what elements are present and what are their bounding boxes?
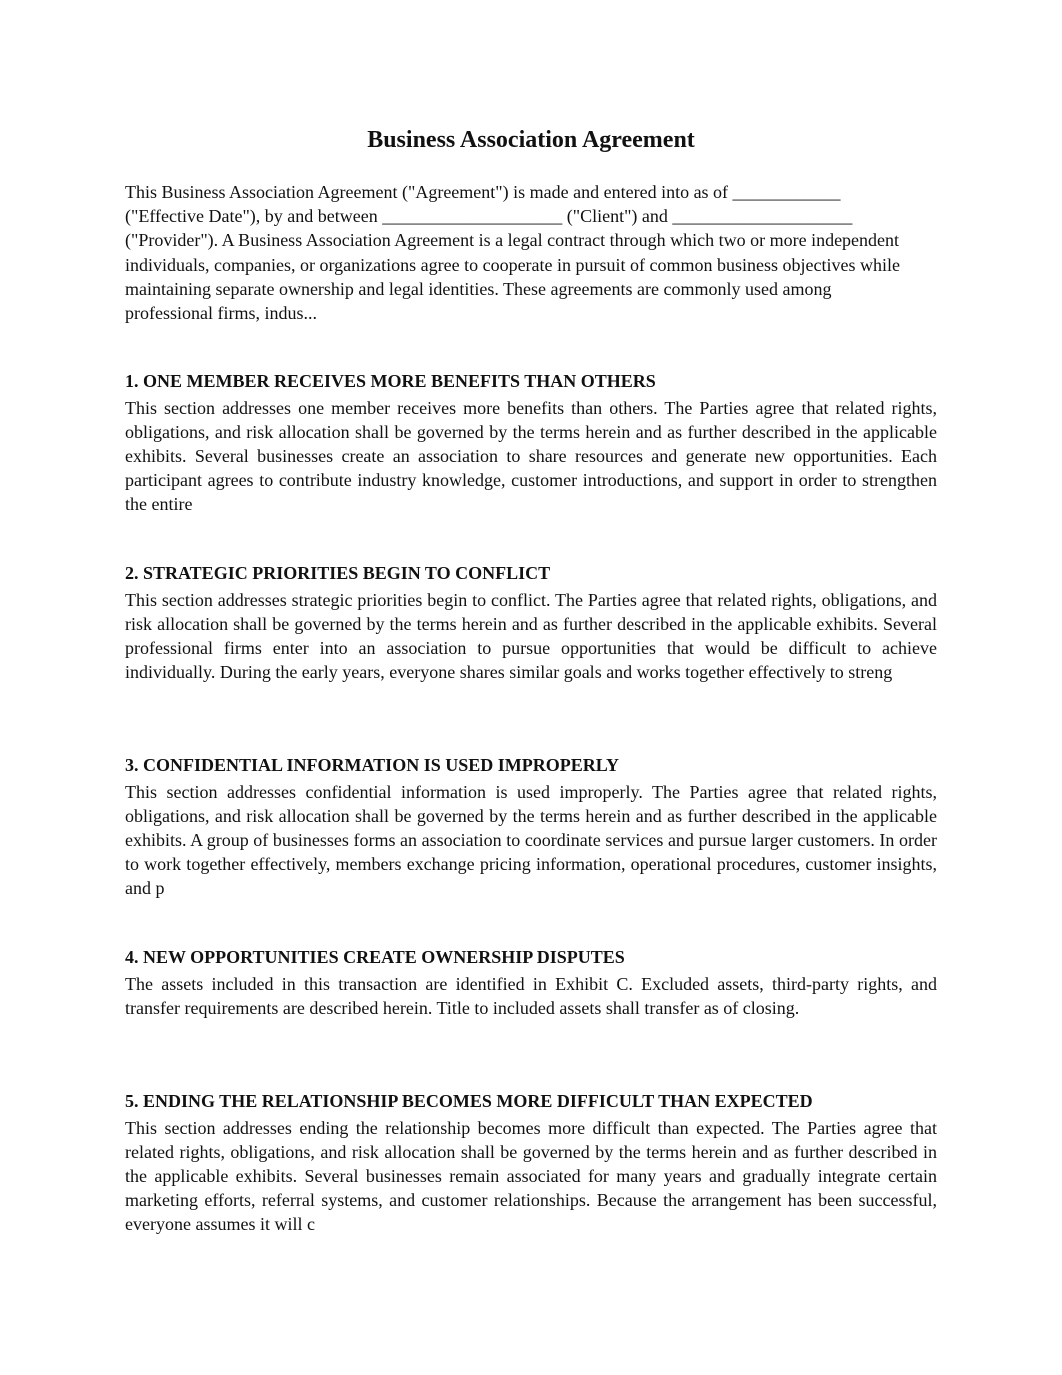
section-body: This section addresses one member receives more benefits than others. The Parties agree that related rights, obligations, and risk allocation shall be governed by the terms herein and as further described in the applicable exhibits. Several businesses create an association to share resources and generate new opportunities. Each participant agrees to contribute industry knowledge, customer introductions, and support in order to strengthen the entire [125,398,937,515]
section-heading: 1. ONE MEMBER RECEIVES MORE BENEFITS THAN OTHERS [125,371,656,391]
section-heading: 2. STRATEGIC PRIORITIES BEGIN TO CONFLICT [125,563,551,583]
section-heading: 4. NEW OPPORTUNITIES CREATE OWNERSHIP DISPUTES [125,947,625,967]
section-2 [125,561,937,684]
section-5 [125,1089,937,1236]
section-body: This section addresses confidential information is used improperly. The Parties agree that related rights, obligations, and risk allocation shall be governed by the terms herein and as further described in the applicable exhibits. A group of businesses forms an association to coordinate services and pursue larger customers. In order to work together effectively, members exchange pricing information, operational procedures, customer insights, and p [125,782,937,899]
intro-paragraph: This Business Association Agreement ("Agreement") is made and entered into as of ____________ ("Effective Date"), by and between ____________________ ("Client") and ____________________ ("Provider"). A Business Association Agreement is a legal contract through which two or more independent individuals, companies, or organizations agree to cooperate in pursuit of common business objectives while maintaining separate ownership and legal identities. These agreements are commonly used among professional firms, indus... [125,182,900,324]
section-heading: 3. CONFIDENTIAL INFORMATION IS USED IMPROPERLY [125,755,620,775]
section-body: This section addresses strategic priorities begin to conflict. The Parties agree that related rights, obligations, and risk allocation shall be governed by the terms herein and as further described in the applicable exhibits. Several professional firms enter into an association to pursue opportunities that would be difficult to achieve individually. During the early years, everyone shares similar goals and works together effectively to streng [125,590,937,683]
document-title: Business Association Agreement [367,127,695,153]
section-1 [125,369,937,516]
section-heading: 5. ENDING THE RELATIONSHIP BECOMES MORE DIFFICULT THAN EXPECTED [125,1091,813,1111]
section-3 [125,753,937,900]
section-4 [125,945,937,1020]
section-body: This section addresses ending the relationship becomes more difficult than expected. The Parties agree that related rights, obligations, and risk allocation shall be governed by the terms herein and as further described in the applicable exhibits. Several businesses remain associated for many years and gradually integrate certain marketing efforts, referral systems, and customer relationships. Because the arrangement has been successful, everyone assumes it will c [125,1118,937,1235]
section-body: The assets included in this transaction are identified in Exhibit C. Excluded assets, third-party rights, and transfer requirements are described herein. Title to included assets shall transfer as of closing. [125,974,937,1019]
